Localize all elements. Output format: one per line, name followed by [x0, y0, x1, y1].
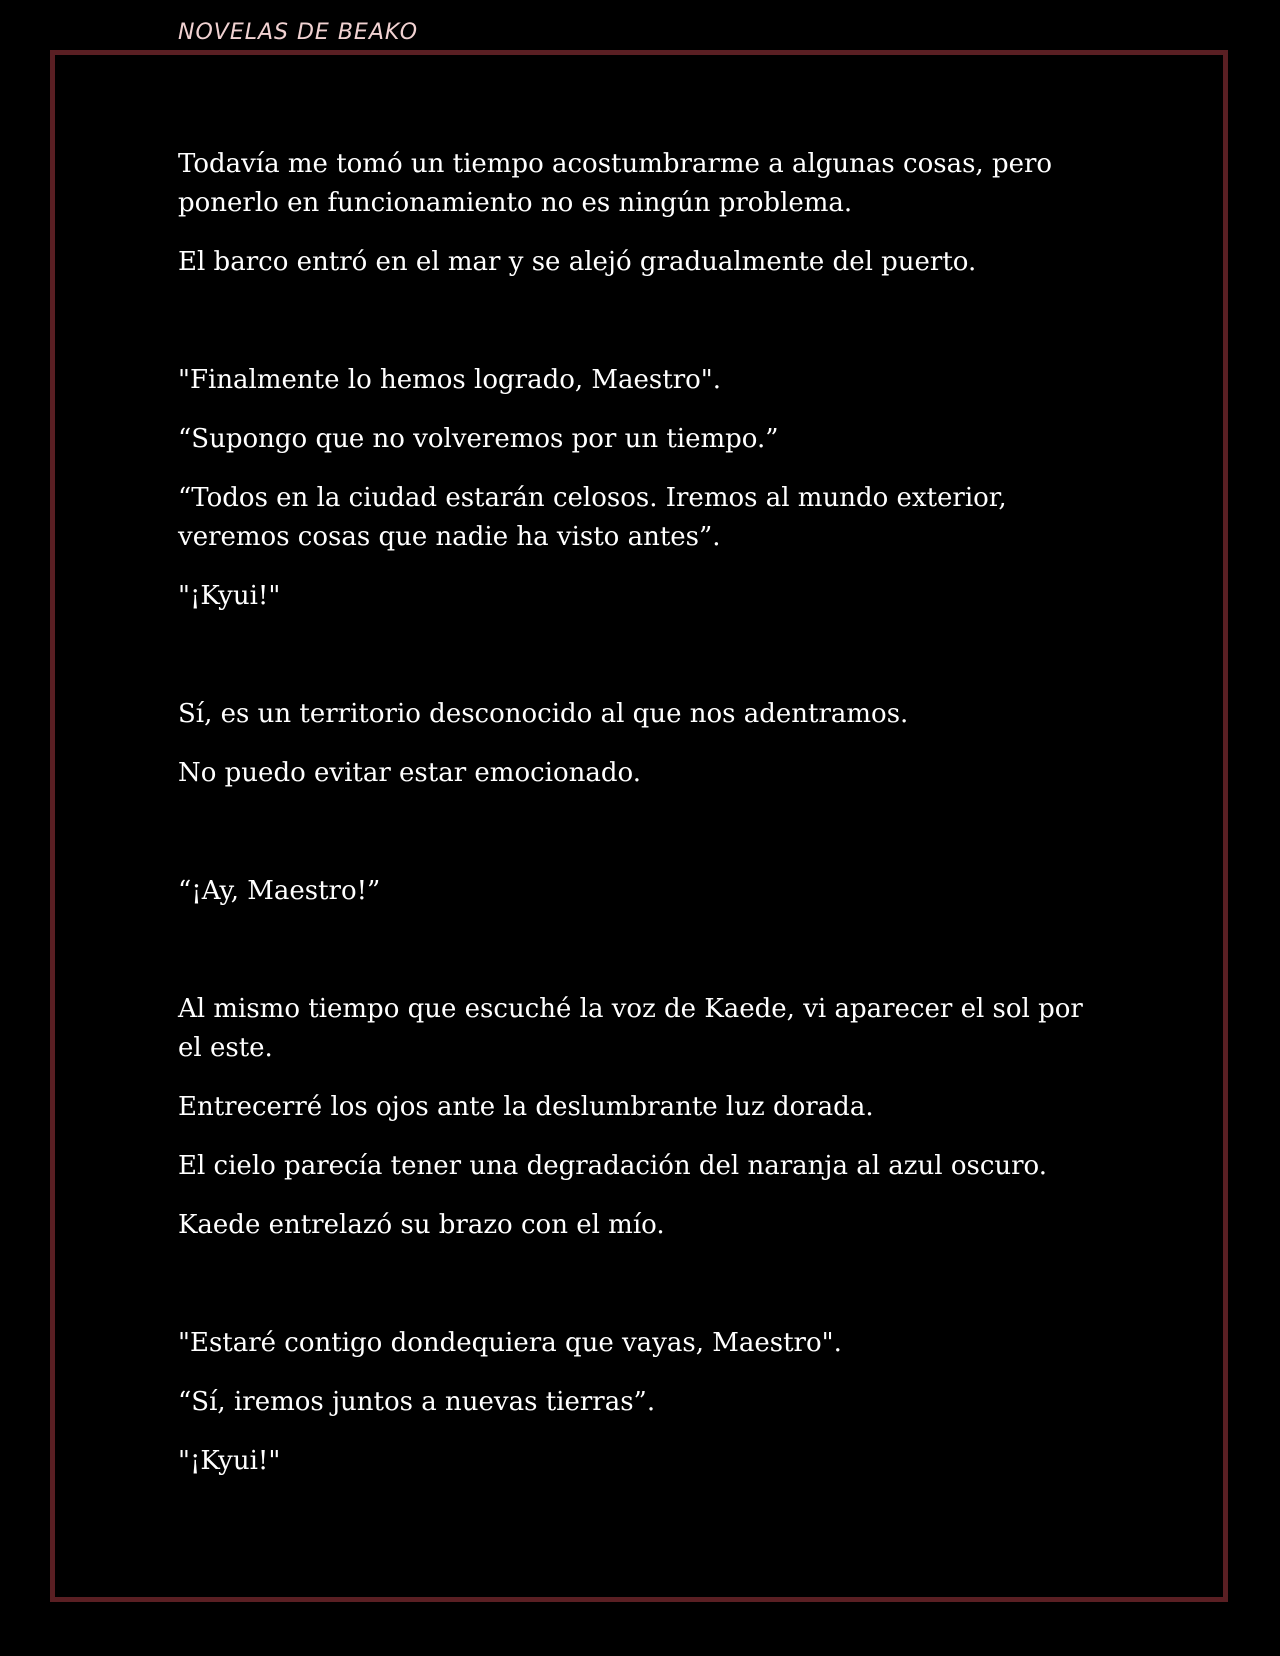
paragraph: Sí, es un territorio desconocido al que nos adentramos. — [178, 699, 909, 729]
paragraph: “¡Ay, Maestro!” — [178, 876, 381, 906]
paragraph: "Finalmente lo hemos logrado, Maestro". — [178, 365, 722, 395]
paragraph: Kaede entrelazó su brazo con el mío. — [178, 1210, 665, 1240]
paragraph: "¡Kyui!" — [178, 581, 281, 611]
chapter-text — [178, 145, 1098, 1501]
paragraph: Entrecerré los ojos ante la deslumbrante luz dorada. — [178, 1092, 874, 1122]
paragraph: El cielo parecía tener una degradación del naranja al azul oscuro. — [178, 1151, 1048, 1181]
paragraph: No puedo evitar estar emocionado. — [178, 758, 641, 788]
paragraph: “Supongo que no volveremos por un tiempo.” — [178, 424, 779, 454]
paragraph: El barco entró en el mar y se alejó gradualmente del puerto. — [178, 247, 977, 277]
paragraph: "Estaré contigo dondequiera que vayas, Maestro". — [178, 1328, 842, 1358]
paragraph: Al mismo tiempo que escuché la voz de Kaede, vi aparecer el sol por el este. — [178, 994, 1083, 1063]
paragraph: "¡Kyui!" — [178, 1446, 281, 1476]
paragraph: “Todos en la ciudad estarán celosos. Iremos al mundo exterior, veremos cosas que nadie ha visto antes”. — [178, 483, 1007, 552]
paragraph: Todavía me tomó un tiempo acostumbrarme a algunas cosas, pero ponerlo en funcionamiento no es ningún problema. — [178, 149, 1053, 218]
site-title: NOVELAS DE BEAKO — [178, 20, 419, 45]
paragraph: “Sí, iremos juntos a nuevas tierras”. — [178, 1387, 656, 1417]
